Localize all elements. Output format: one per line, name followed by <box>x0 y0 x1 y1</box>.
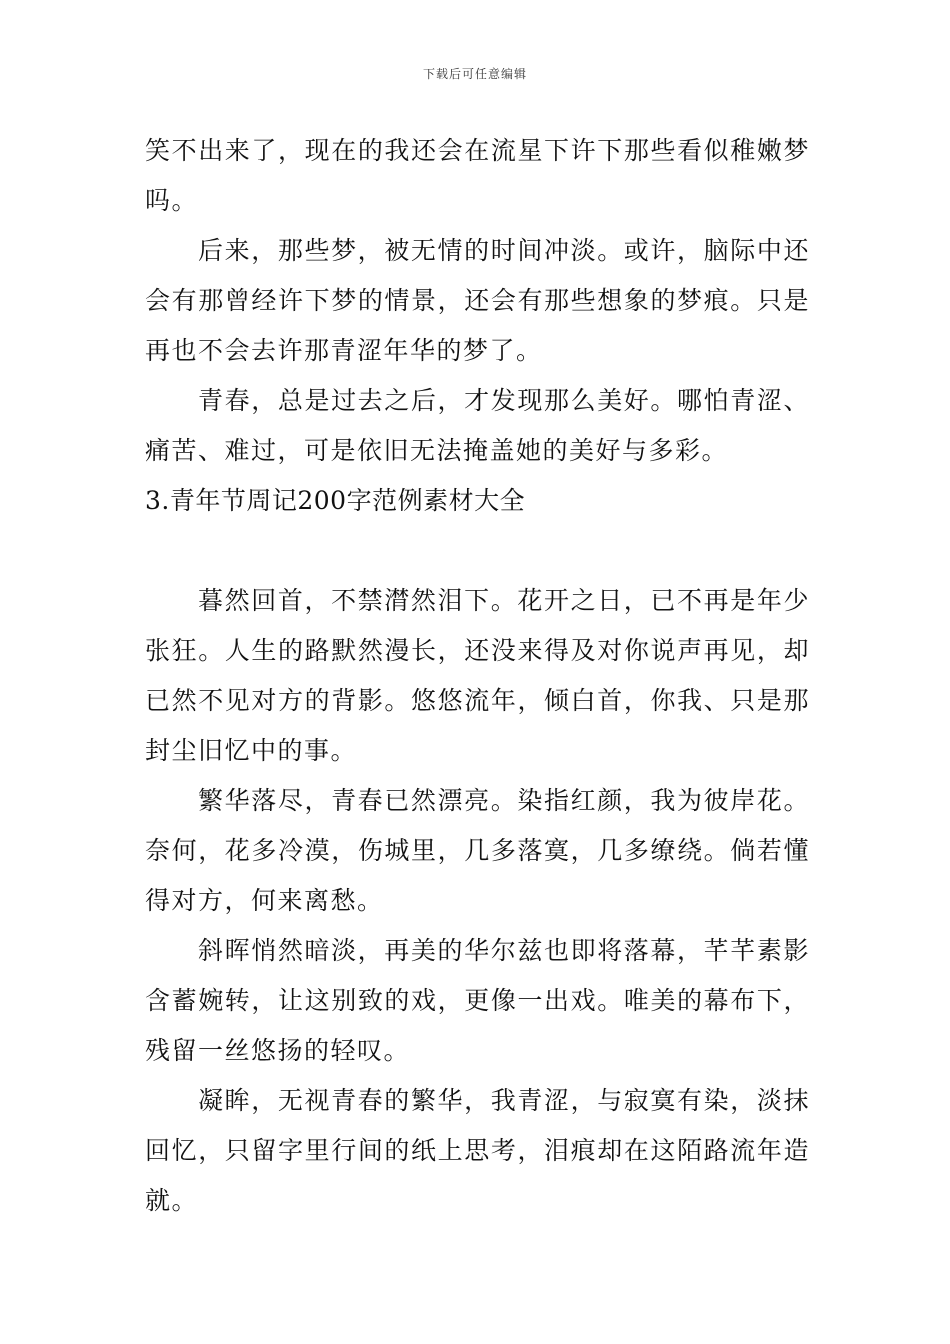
paragraph: 凝眸，无视青春的繁华，我青涩，与寂寞有染，淡抹回忆，只留字里行间的纸上思考，泪痕却在这陌路流年造就。 <box>145 1086 810 1215</box>
paragraph: 暮然回首，不禁潸然泪下。花开之日，已不再是年少张狂。人生的路默然漫长，还没来得及对你说声再见，却已然不见对方的背影。悠悠流年，倾白首，你我、只是那封尘旧忆中的事。 <box>145 586 810 765</box>
paragraph: 繁华落尽，青春已然漂亮。染指红颜，我为彼岸花。奈何，花多冷漠，伤城里，几多落寞，几多缭绕。倘若懂得对方，何来离愁。 <box>145 786 810 915</box>
document-body <box>145 126 810 1226</box>
paragraph: 斜晖悄然暗淡，再美的华尔兹也即将落幕，芊芊素影含蓄婉转，让这别致的戏，更像一出戏。唯美的幕布下，残留一丝悠扬的轻叹。 <box>145 936 810 1065</box>
page-header: 下载后可任意编辑 <box>422 67 527 81</box>
paragraph: 青春，总是过去之后，才发现那么美好。哪怕青涩、痛苦、难过，可是依旧无法掩盖她的美好与多彩。 <box>145 386 810 465</box>
blank-line <box>145 526 810 576</box>
section-heading: 3.青年节周记200字范例素材大全 <box>145 486 526 515</box>
paragraph-continuation: 笑不出来了，现在的我还会在流星下许下那些看似稚嫩梦吗。 <box>145 136 810 215</box>
paragraph: 后来，那些梦，被无情的时间冲淡。或许，脑际中还会有那曾经许下梦的情景，还会有那些想象的梦痕。只是再也不会去许那青涩年华的梦了。 <box>145 236 810 365</box>
